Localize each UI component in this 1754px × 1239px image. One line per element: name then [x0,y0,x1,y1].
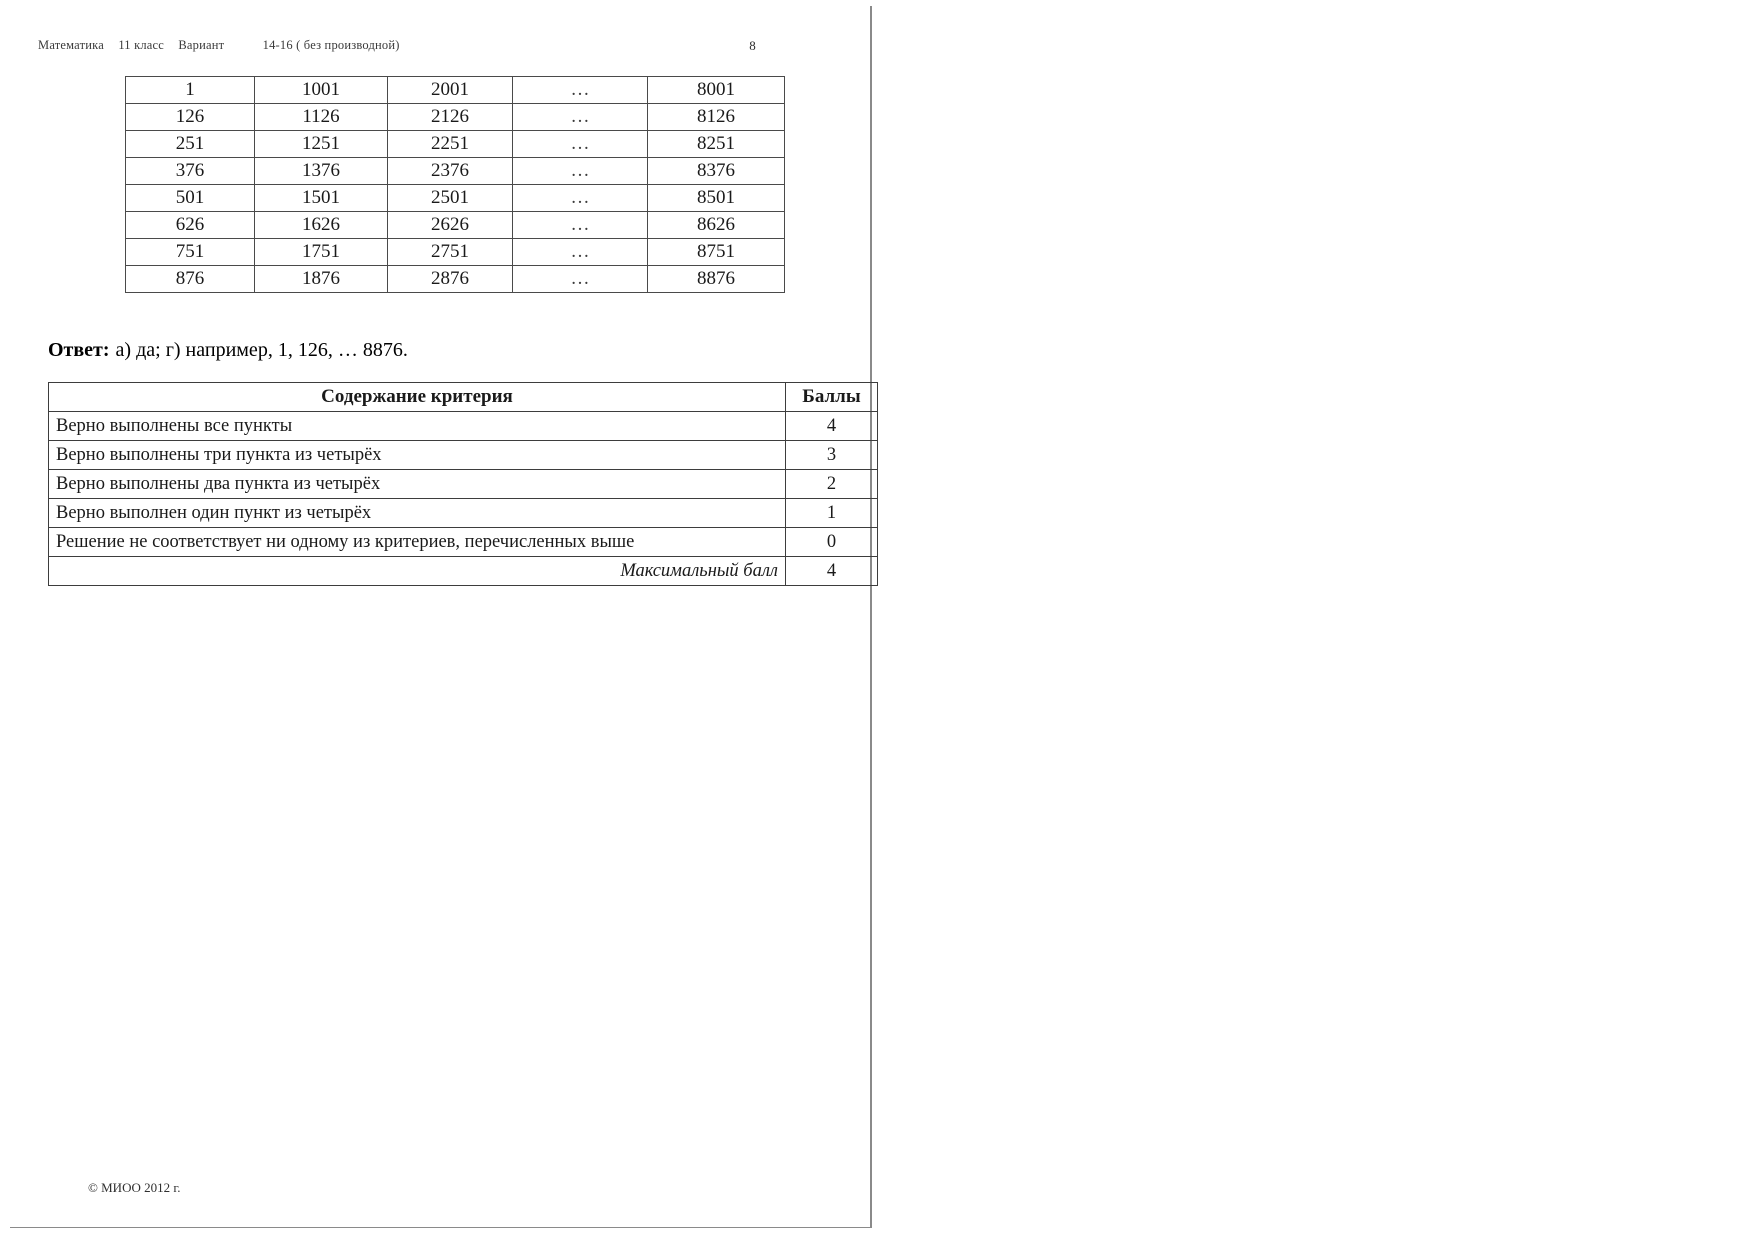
table-row [126,212,785,239]
running-head-left [38,38,411,53]
running-head-grade: 11 класс [118,38,165,52]
criteria-table-body [49,412,878,586]
table-header-row [49,383,878,412]
table-cell: 1876 [255,266,388,293]
answer-text: а) да; г) например, 1, 126, … 8876. [115,339,408,361]
criteria-description: Решение не соответствует ни одному из критериев, перечисленных выше [49,528,786,557]
table-cell: 2501 [388,185,513,212]
table-cell: 2876 [388,266,513,293]
table-cell: 8751 [648,239,785,266]
criteria-description: Верно выполнены два пункта из четырёх [49,470,786,499]
table-cell: 501 [126,185,255,212]
table-cell: … [513,158,648,185]
table-row [49,412,878,441]
page-number: 8 [749,38,756,53]
copyright-footer: © МИОО 2012 г. [88,1180,181,1195]
maximum-score-value: 4 [786,557,878,586]
table-cell: 8126 [648,104,785,131]
table-cell: 626 [126,212,255,239]
table-cell: … [513,239,648,266]
running-head-variant-number: 14-16 ( без производной) [262,38,400,52]
table-row [49,499,878,528]
table-cell: 2376 [388,158,513,185]
table-cell: 8876 [648,266,785,293]
table-cell: 2001 [388,77,513,104]
table-cell: 2251 [388,131,513,158]
answer-line [48,339,408,362]
table-row-total [49,557,878,586]
table-cell: 251 [126,131,255,158]
criteria-description: Верно выполнены три пункта из четырёх [49,441,786,470]
table-cell: 2626 [388,212,513,239]
table-row [126,158,785,185]
criteria-points: 0 [786,528,878,557]
table-cell: … [513,212,648,239]
criteria-table [48,382,878,586]
table-cell: 876 [126,266,255,293]
table-row [49,528,878,557]
criteria-points: 2 [786,470,878,499]
table-row [126,239,785,266]
running-head-subject: Математика [38,38,104,52]
table-cell: 1 [126,77,255,104]
table-cell: 1001 [255,77,388,104]
criteria-description: Верно выполнены все пункты [49,412,786,441]
criteria-points: 3 [786,441,878,470]
running-head [38,38,848,54]
table-cell: 8001 [648,77,785,104]
table-row [126,104,785,131]
table-cell: … [513,266,648,293]
table-cell: 8251 [648,131,785,158]
criteria-description: Верно выполнен один пункт из четырёх [49,499,786,528]
table-row [126,77,785,104]
table-row [126,266,785,293]
table-cell: 1251 [255,131,388,158]
criteria-table-head [49,383,878,412]
answer-label: Ответ: [48,339,110,361]
criteria-points: 1 [786,499,878,528]
document-page [10,6,872,1228]
table-cell: 2751 [388,239,513,266]
table-cell: 376 [126,158,255,185]
table-cell: … [513,77,648,104]
table-cell: … [513,185,648,212]
table-cell: 8626 [648,212,785,239]
table-row [49,441,878,470]
table-cell: … [513,131,648,158]
numeric-sequence-table [125,76,785,293]
numeric-table-body [126,77,785,293]
table-cell: 1501 [255,185,388,212]
table-cell: 126 [126,104,255,131]
criteria-points: 4 [786,412,878,441]
table-cell: … [513,104,648,131]
column-header-points: Баллы [786,383,878,412]
table-row [126,131,785,158]
table-row [126,185,785,212]
table-cell: 1376 [255,158,388,185]
table-cell: 1126 [255,104,388,131]
running-head-variant-label: Вариант [178,38,225,52]
maximum-score-label: Максимальный балл [49,557,786,586]
table-cell: 8501 [648,185,785,212]
table-cell: 1626 [255,212,388,239]
table-cell: 1751 [255,239,388,266]
table-row [49,470,878,499]
table-cell: 751 [126,239,255,266]
column-header-description: Содержание критерия [49,383,786,412]
table-cell: 8376 [648,158,785,185]
table-cell: 2126 [388,104,513,131]
